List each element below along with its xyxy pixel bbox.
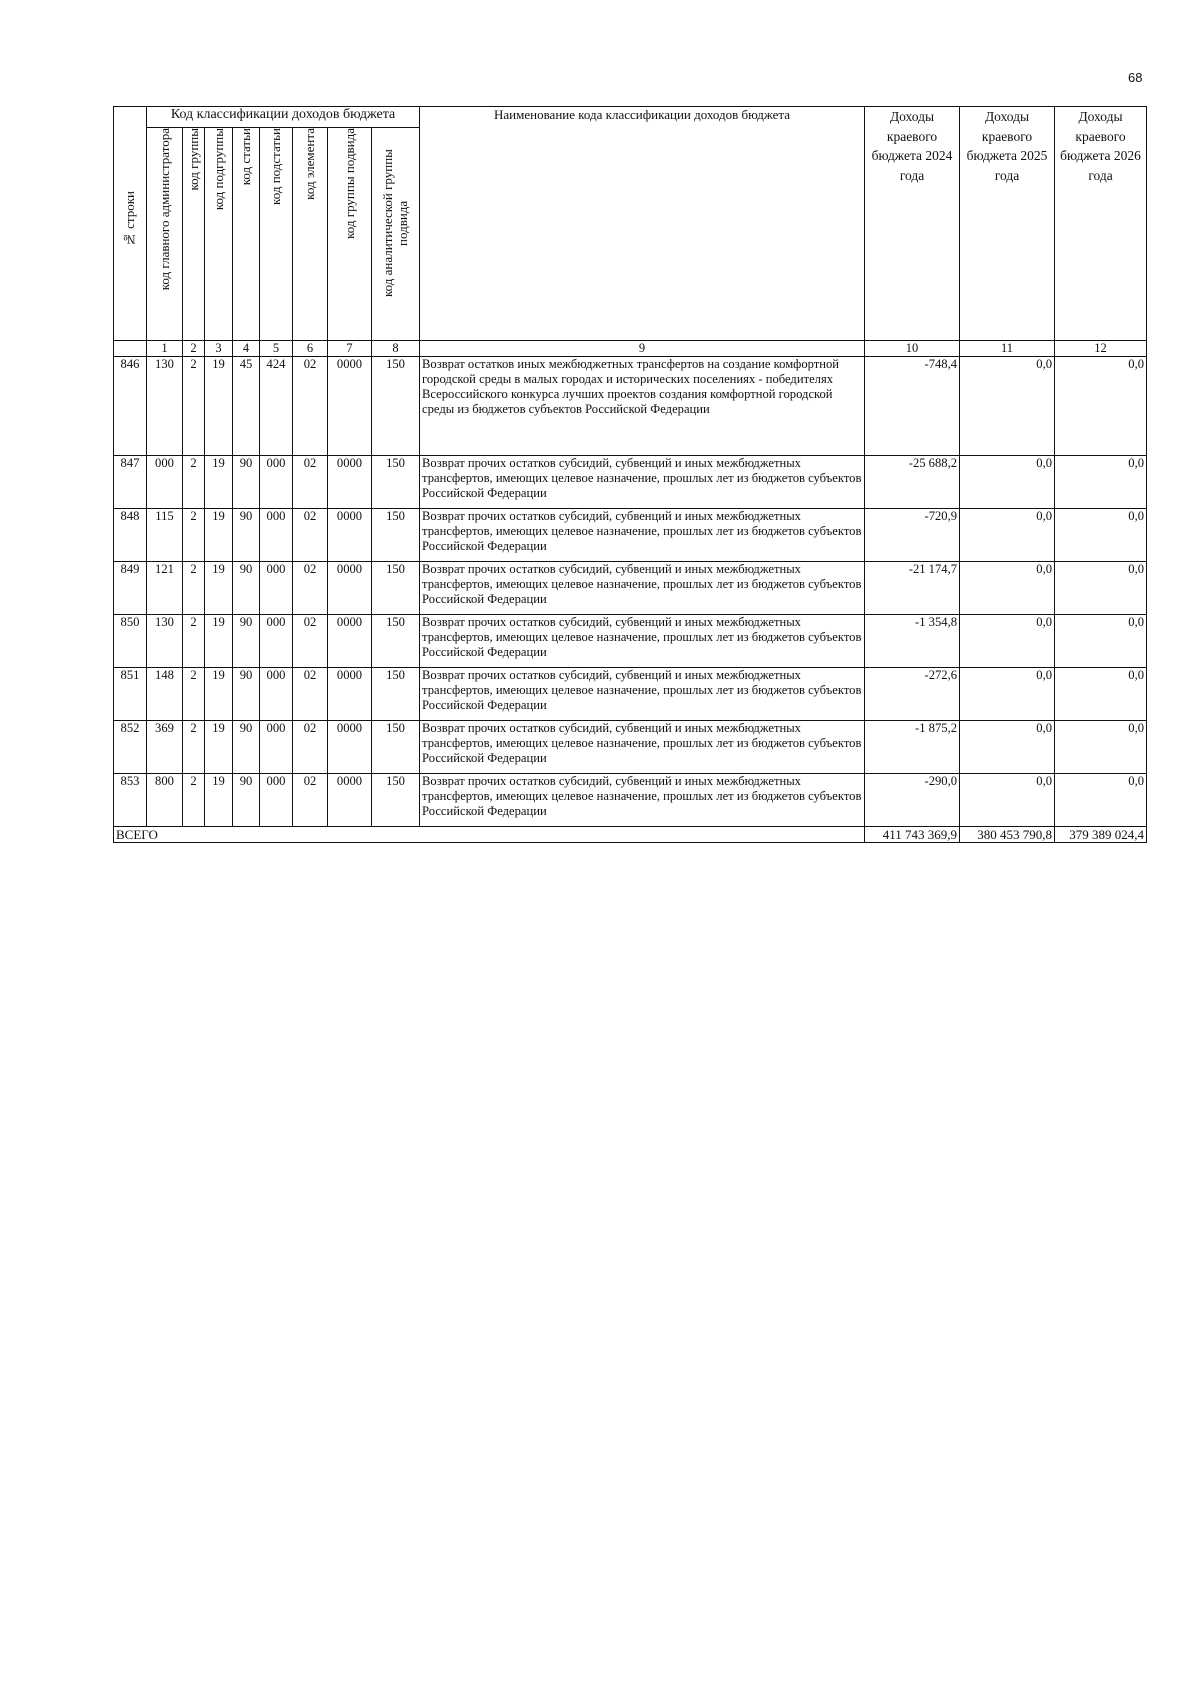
code-element: 02 <box>293 456 328 509</box>
header-income-2026: Доходы краевого бюджета 2026 года <box>1055 107 1147 341</box>
code-element: 02 <box>293 668 328 721</box>
code-subarticle: 000 <box>260 509 293 562</box>
code-article: 90 <box>233 509 260 562</box>
income-2026: 0,0 <box>1055 774 1147 827</box>
code-admin: 148 <box>147 668 183 721</box>
budget-income-table <box>113 106 1147 843</box>
income-2024: -1 354,8 <box>865 615 960 668</box>
income-name: Возврат остатков иных межбюджетных трансфертов на создание комфортной городской среды в малых городах и исторических поселениях - победителях Всероссийского конкурса лучших проектов создания комфортной городской среды из бюджетов субъектов Российской Федерации <box>420 357 865 456</box>
income-2026: 0,0 <box>1055 509 1147 562</box>
code-admin: 800 <box>147 774 183 827</box>
table-row <box>114 509 1147 562</box>
code-article: 90 <box>233 668 260 721</box>
row-number: 848 <box>114 509 147 562</box>
column-number: 12 <box>1055 341 1147 357</box>
total-row <box>114 827 1147 843</box>
code-subarticle: 000 <box>260 774 293 827</box>
code-article: 90 <box>233 562 260 615</box>
income-name: Возврат прочих остатков субсидий, субвенций и иных межбюджетных трансфертов, имеющих целевое назначение, прошлых лет из бюджетов субъектов Российской Федерации <box>420 721 865 774</box>
income-2025: 0,0 <box>960 615 1055 668</box>
table-row <box>114 562 1147 615</box>
header-code-admin: код главного администратора <box>147 128 183 341</box>
header-row-no: № строки <box>114 107 147 341</box>
column-number: 2 <box>183 341 205 357</box>
code-element: 02 <box>293 562 328 615</box>
income-name: Возврат прочих остатков субсидий, субвенций и иных межбюджетных трансфертов, имеющих целевое назначение, прошлых лет из бюджетов субъектов Российской Федерации <box>420 456 865 509</box>
code-subgroup: 19 <box>205 615 233 668</box>
code-subtype-group: 0000 <box>328 562 372 615</box>
income-2026: 0,0 <box>1055 456 1147 509</box>
code-subtype-group: 0000 <box>328 456 372 509</box>
income-2025: 0,0 <box>960 456 1055 509</box>
row-number: 846 <box>114 357 147 456</box>
code-admin: 130 <box>147 615 183 668</box>
total-2026: 379 389 024,4 <box>1055 827 1147 843</box>
column-number: 9 <box>420 341 865 357</box>
code-analytic-group: 150 <box>372 721 420 774</box>
code-article: 90 <box>233 615 260 668</box>
income-2025: 0,0 <box>960 774 1055 827</box>
code-admin: 000 <box>147 456 183 509</box>
code-subarticle: 000 <box>260 615 293 668</box>
code-element: 02 <box>293 357 328 456</box>
header-code-element: код элемента <box>293 128 328 341</box>
income-2024: -272,6 <box>865 668 960 721</box>
column-number: 6 <box>293 341 328 357</box>
income-2025: 0,0 <box>960 721 1055 774</box>
column-number: 7 <box>328 341 372 357</box>
header-code-subarticle: код подстатьи <box>260 128 293 341</box>
row-number: 847 <box>114 456 147 509</box>
code-subarticle: 000 <box>260 668 293 721</box>
code-article: 90 <box>233 721 260 774</box>
column-number: 10 <box>865 341 960 357</box>
code-admin: 369 <box>147 721 183 774</box>
code-subarticle: 000 <box>260 721 293 774</box>
income-2024: -1 875,2 <box>865 721 960 774</box>
code-subgroup: 19 <box>205 509 233 562</box>
total-label: ВСЕГО <box>114 827 865 843</box>
income-2024: -21 174,7 <box>865 562 960 615</box>
header-income-2024: Доходы краевого бюджета 2024 года <box>865 107 960 341</box>
code-analytic-group: 150 <box>372 668 420 721</box>
header-classification-group: Код классификации доходов бюджета <box>147 107 420 128</box>
code-group: 2 <box>183 562 205 615</box>
column-number-row <box>114 341 1147 357</box>
column-number: 8 <box>372 341 420 357</box>
income-2026: 0,0 <box>1055 668 1147 721</box>
code-admin: 115 <box>147 509 183 562</box>
code-subarticle: 424 <box>260 357 293 456</box>
code-subarticle: 000 <box>260 562 293 615</box>
code-analytic-group: 150 <box>372 562 420 615</box>
income-2025: 0,0 <box>960 357 1055 456</box>
table-row <box>114 721 1147 774</box>
table-row <box>114 357 1147 456</box>
code-group: 2 <box>183 456 205 509</box>
code-subgroup: 19 <box>205 774 233 827</box>
code-analytic-group: 150 <box>372 509 420 562</box>
header-code-group: код группы <box>183 128 205 341</box>
code-group: 2 <box>183 615 205 668</box>
column-number: 11 <box>960 341 1055 357</box>
income-2024: -720,9 <box>865 509 960 562</box>
code-group: 2 <box>183 357 205 456</box>
code-element: 02 <box>293 509 328 562</box>
table-row <box>114 456 1147 509</box>
income-2026: 0,0 <box>1055 357 1147 456</box>
column-number <box>114 341 147 357</box>
code-element: 02 <box>293 721 328 774</box>
code-analytic-group: 150 <box>372 357 420 456</box>
column-number: 4 <box>233 341 260 357</box>
code-subtype-group: 0000 <box>328 615 372 668</box>
code-admin: 130 <box>147 357 183 456</box>
income-2026: 0,0 <box>1055 721 1147 774</box>
income-2024: -25 688,2 <box>865 456 960 509</box>
code-subtype-group: 0000 <box>328 721 372 774</box>
code-subarticle: 000 <box>260 456 293 509</box>
code-subtype-group: 0000 <box>328 668 372 721</box>
row-number: 851 <box>114 668 147 721</box>
code-analytic-group: 150 <box>372 456 420 509</box>
total-2024: 411 743 369,9 <box>865 827 960 843</box>
code-subgroup: 19 <box>205 357 233 456</box>
code-subtype-group: 0000 <box>328 774 372 827</box>
code-subgroup: 19 <box>205 668 233 721</box>
code-analytic-group: 150 <box>372 615 420 668</box>
table-row <box>114 668 1147 721</box>
code-element: 02 <box>293 774 328 827</box>
row-number: 852 <box>114 721 147 774</box>
header-code-subgroup: код подгруппы <box>205 128 233 341</box>
income-2024: -290,0 <box>865 774 960 827</box>
code-article: 45 <box>233 357 260 456</box>
income-name: Возврат прочих остатков субсидий, субвенций и иных межбюджетных трансфертов, имеющих целевое назначение, прошлых лет из бюджетов субъектов Российской Федерации <box>420 615 865 668</box>
header-income-2025: Доходы краевого бюджета 2025 года <box>960 107 1055 341</box>
code-group: 2 <box>183 721 205 774</box>
header-name: Наименование кода классификации доходов бюджета <box>420 107 865 341</box>
header-code-article: код статьи <box>233 128 260 341</box>
column-number: 5 <box>260 341 293 357</box>
code-group: 2 <box>183 774 205 827</box>
column-number: 1 <box>147 341 183 357</box>
code-article: 90 <box>233 456 260 509</box>
income-name: Возврат прочих остатков субсидий, субвенций и иных межбюджетных трансфертов, имеющих целевое назначение, прошлых лет из бюджетов субъектов Российской Федерации <box>420 774 865 827</box>
code-group: 2 <box>183 509 205 562</box>
income-2025: 0,0 <box>960 668 1055 721</box>
table-row <box>114 615 1147 668</box>
income-2025: 0,0 <box>960 509 1055 562</box>
code-subgroup: 19 <box>205 562 233 615</box>
row-number: 850 <box>114 615 147 668</box>
code-group: 2 <box>183 668 205 721</box>
income-name: Возврат прочих остатков субсидий, субвенций и иных межбюджетных трансфертов, имеющих целевое назначение, прошлых лет из бюджетов субъектов Российской Федерации <box>420 668 865 721</box>
code-admin: 121 <box>147 562 183 615</box>
code-subgroup: 19 <box>205 456 233 509</box>
row-number: 853 <box>114 774 147 827</box>
code-subgroup: 19 <box>205 721 233 774</box>
table-row <box>114 774 1147 827</box>
income-name: Возврат прочих остатков субсидий, субвенций и иных межбюджетных трансфертов, имеющих целевое назначение, прошлых лет из бюджетов субъектов Российской Федерации <box>420 562 865 615</box>
total-2025: 380 453 790,8 <box>960 827 1055 843</box>
header-code-analytic-group: код аналитической группы подвида <box>372 128 420 341</box>
code-analytic-group: 150 <box>372 774 420 827</box>
header-code-subtype-group: код группы подвида <box>328 128 372 341</box>
code-subtype-group: 0000 <box>328 357 372 456</box>
page-number: 68 <box>1128 70 1143 85</box>
income-2024: -748,4 <box>865 357 960 456</box>
income-2026: 0,0 <box>1055 615 1147 668</box>
income-2025: 0,0 <box>960 562 1055 615</box>
income-2026: 0,0 <box>1055 562 1147 615</box>
column-number: 3 <box>205 341 233 357</box>
code-article: 90 <box>233 774 260 827</box>
code-subtype-group: 0000 <box>328 509 372 562</box>
income-name: Возврат прочих остатков субсидий, субвенций и иных межбюджетных трансфертов, имеющих целевое назначение, прошлых лет из бюджетов субъектов Российской Федерации <box>420 509 865 562</box>
code-element: 02 <box>293 615 328 668</box>
row-number: 849 <box>114 562 147 615</box>
